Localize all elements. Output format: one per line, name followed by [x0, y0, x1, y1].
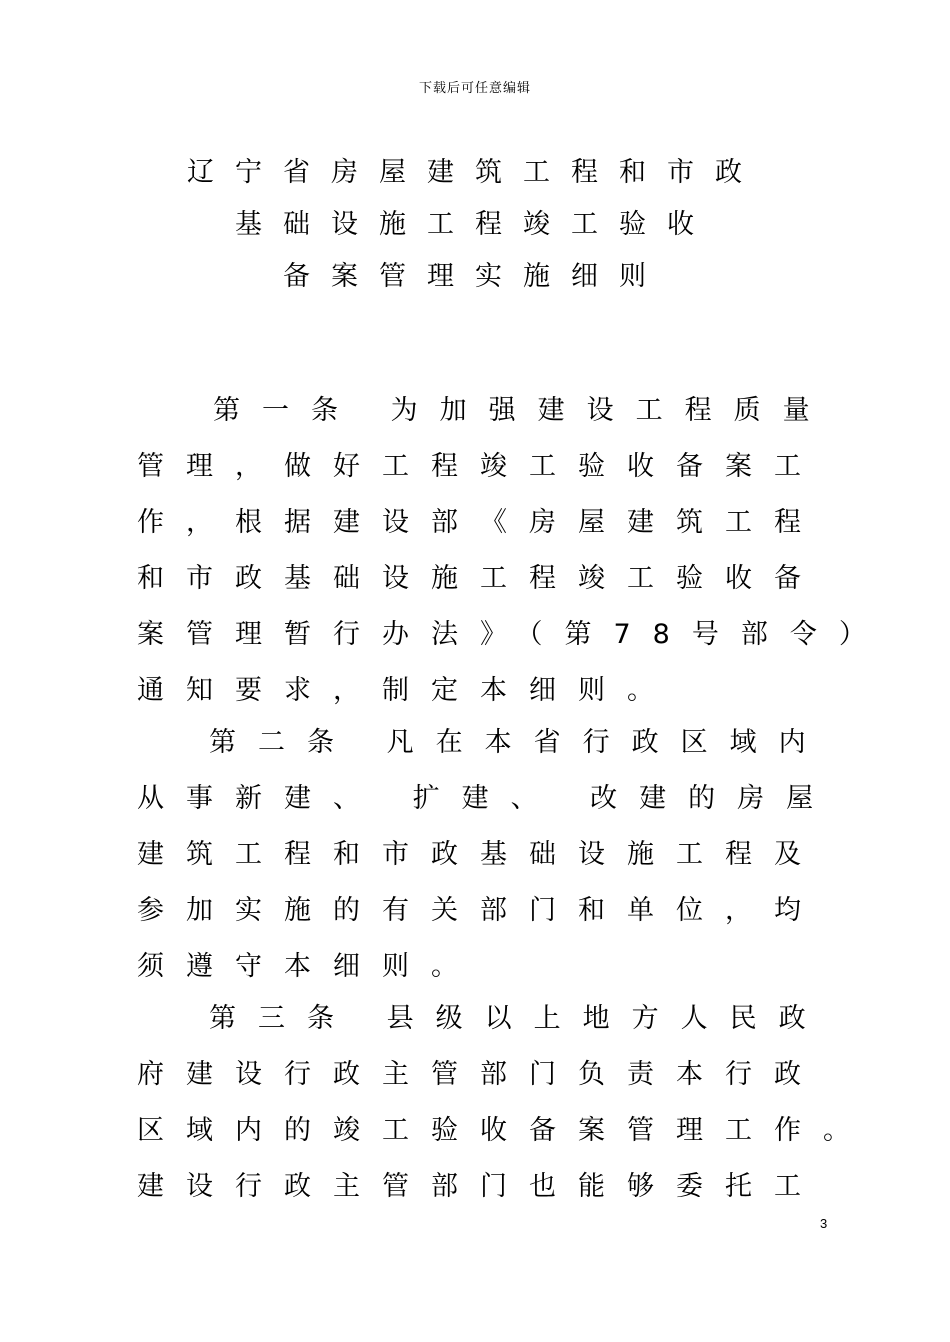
body-line: 府建设行政主管部门负责本行政: [137, 1059, 823, 1090]
body-line: 和市政基础设施工程竣工验收备: [137, 563, 823, 594]
body-line: 第二条 凡在本省行政区域内: [209, 727, 828, 758]
body-line: 第一条 为加强建设工程质量: [213, 395, 832, 426]
body-line: 区域内的竣工验收备案管理工作。: [137, 1115, 872, 1146]
body-line: 建筑工程和市政基础设施工程及: [137, 839, 823, 870]
body-line: 参加实施的有关部门和单位，均: [137, 895, 823, 926]
title-line-2: 基础设施工程竣工验收: [235, 209, 715, 240]
page-number: 3: [820, 1216, 828, 1231]
title-line-1: 辽宁省房屋建筑工程和市政: [187, 157, 763, 188]
body-line: 须遵守本细则。: [137, 951, 480, 982]
title-line-3: 备案管理实施细则: [283, 261, 667, 292]
header-note: 下载后可任意编辑: [418, 81, 531, 96]
body-line: 管理，做好工程竣工验收备案工: [137, 451, 823, 482]
body-line: 通知要求，制定本细则。: [137, 675, 676, 706]
body-line: 从事新建、 扩建、 改建的房屋: [137, 783, 836, 814]
body-line: 建设行政主管部门也能够委托工: [137, 1171, 823, 1202]
body-line: 作，根据建设部《房屋建筑工程: [137, 507, 823, 538]
body-line: 第三条 县级以上地方人民政: [209, 1003, 828, 1034]
body-line: 案管理暂行办法》（第78号部令）: [137, 619, 888, 650]
